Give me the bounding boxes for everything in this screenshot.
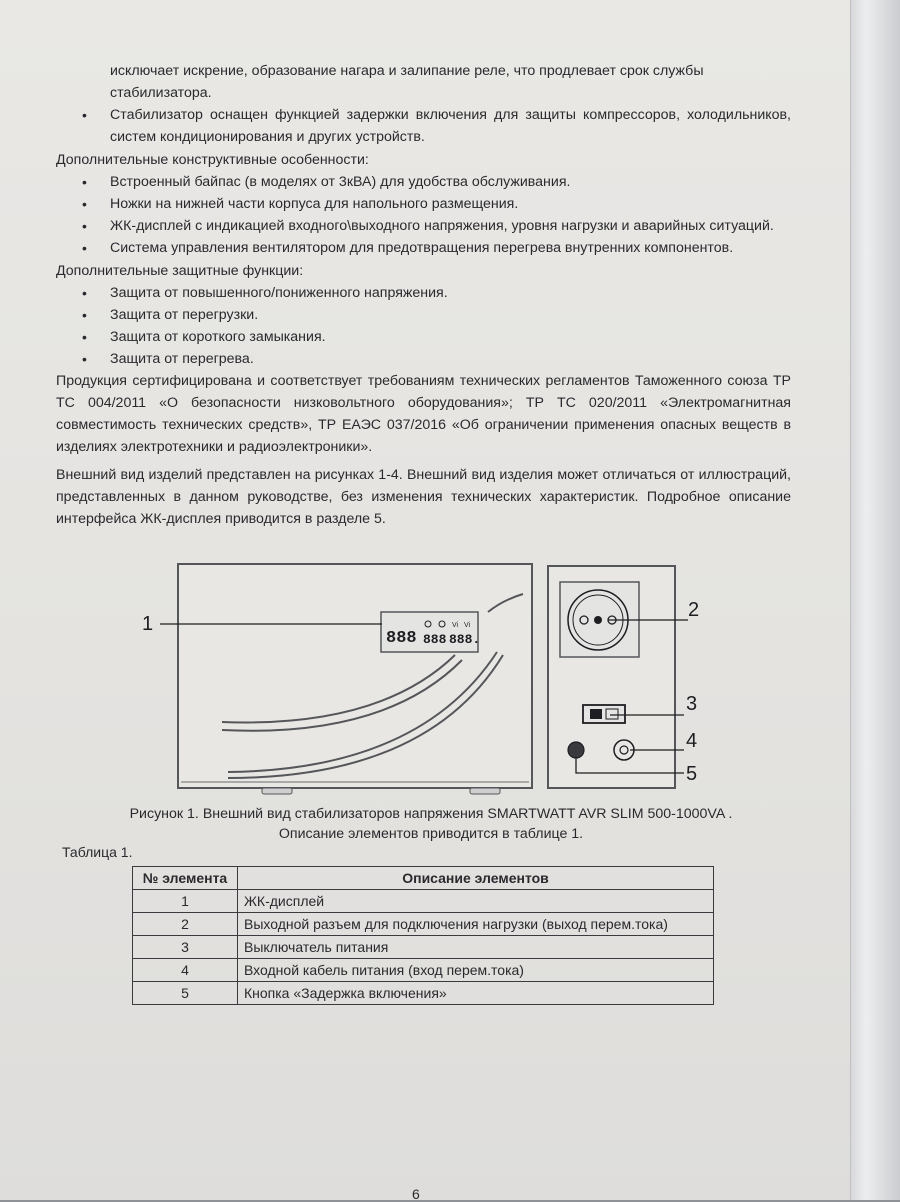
list-item: • Защита от короткого замыкания. [56, 326, 791, 348]
list-item: • Встроенный байпас (в моделях от 3кВА) для удобства обслуживания. [56, 171, 791, 193]
list-item: • Защита от перегрева. [56, 348, 791, 370]
foot-left [262, 788, 292, 794]
table-cell-number: 3 [133, 936, 238, 959]
table-header-number: № элемента [133, 867, 238, 890]
figure-caption [0, 804, 862, 844]
foot-right [470, 788, 500, 794]
callout-4-label: 4 [686, 730, 698, 752]
design-heading: Дополнительные конструктивные особенности: [56, 152, 369, 168]
stabilizer-figure [0, 560, 862, 810]
callout-2-label: 2 [688, 599, 700, 621]
list-item: • ЖК-дисплей с индикацией входного\выходного напряжения, уровня нагрузки и аварийных ситуаций. [56, 215, 791, 237]
table-label: Таблица 1. [62, 844, 133, 860]
bullet-list-first [56, 104, 791, 148]
lcd-icon-label: Vi [452, 622, 459, 629]
list-item: • Стабилизатор оснащен функцией задержки включения для защиты компрессоров, холодильников, систем кондиционирования и других устройств. [56, 104, 791, 148]
next-page-edge [850, 0, 900, 1200]
table-row [133, 890, 714, 913]
socket-center [594, 616, 602, 624]
intro-line-1: исключает искрение, образование нагара и залипание реле, что продлевает срок службы [110, 63, 704, 79]
lcd-icon-label: Vi [464, 622, 471, 629]
table-cell-number: 1 [133, 890, 238, 913]
caption-line-1: Рисунок 1. Внешний вид стабилизаторов напряжения SMARTWATT AVR SLIM 500-1000VA . [129, 806, 733, 822]
list-item: • Система управления вентилятором для предотвращения перегрева внутренних компонентов. [56, 237, 791, 259]
appearance-paragraph: Внешний вид изделий представлен на рисунках 1-4. Внешний вид изделия может отличаться от иллюстраций, представленных в данном руководстве, без изменения технических характеристик. Подробное описание интерфейса ЖК-дисплея приводится в разделе 5. [56, 467, 791, 527]
power-switch-rocker [590, 709, 602, 719]
table-header-row [133, 867, 714, 890]
lcd-digits-2: 888 [423, 632, 447, 647]
callout-1-label: 1 [142, 613, 154, 635]
table-row [133, 936, 714, 959]
callout-5-label: 5 [686, 763, 698, 785]
callout-3-label: 3 [686, 693, 698, 715]
table-cell-number: 4 [133, 959, 238, 982]
caption-line-2: Описание элементов приводится в таблице 1. [278, 826, 584, 842]
table-cell-description: Кнопка «Задержка включения» [238, 982, 714, 1005]
power-switch [583, 705, 625, 723]
elements-table [132, 866, 714, 1005]
delay-button [568, 742, 584, 758]
table-row [133, 913, 714, 936]
table-row [133, 982, 714, 1005]
protection-list [56, 282, 791, 370]
lcd-digits-1: 888 [386, 629, 417, 648]
list-item: • Защита от повышенного/пониженного напряжения. [56, 282, 791, 304]
list-item: • Ножки на нижней части корпуса для напольного размещения. [56, 193, 791, 215]
table-cell-description: Выключатель питания [238, 936, 714, 959]
page-text [56, 60, 791, 530]
certification-paragraph: Продукция сертифицирована и соответствует требованиям технических регламентов Таможенного союза ТР ТС 004/2011 «О безопасности низковольтного оборудования»; ТР ТС 020/2011 «Электромагнитная совместимость технических средств», ТР ЕАЭС 037/2016 «Об ограничении применения опасных веществ в изделиях электротехники и радиоэлектроники». [56, 373, 791, 455]
lcd-digits-3: 888. [449, 632, 481, 647]
table-header-description: Описание элементов [238, 867, 714, 890]
protection-heading: Дополнительные защитные функции: [56, 263, 304, 279]
list-item: • Защита от перегрузки. [56, 304, 791, 326]
table-cell-description: ЖК-дисплей [238, 890, 714, 913]
table-cell-number: 2 [133, 913, 238, 936]
design-list [56, 171, 791, 259]
page-number: 6 [412, 1186, 420, 1202]
table-cell-description: Выходной разъем для подключения нагрузки (выход перем.тока) [238, 913, 714, 936]
table-row [133, 959, 714, 982]
table-cell-number: 5 [133, 982, 238, 1005]
intro-line-2: стабилизатора. [110, 85, 212, 101]
table-cell-description: Входной кабель питания (вход перем.тока) [238, 959, 714, 982]
